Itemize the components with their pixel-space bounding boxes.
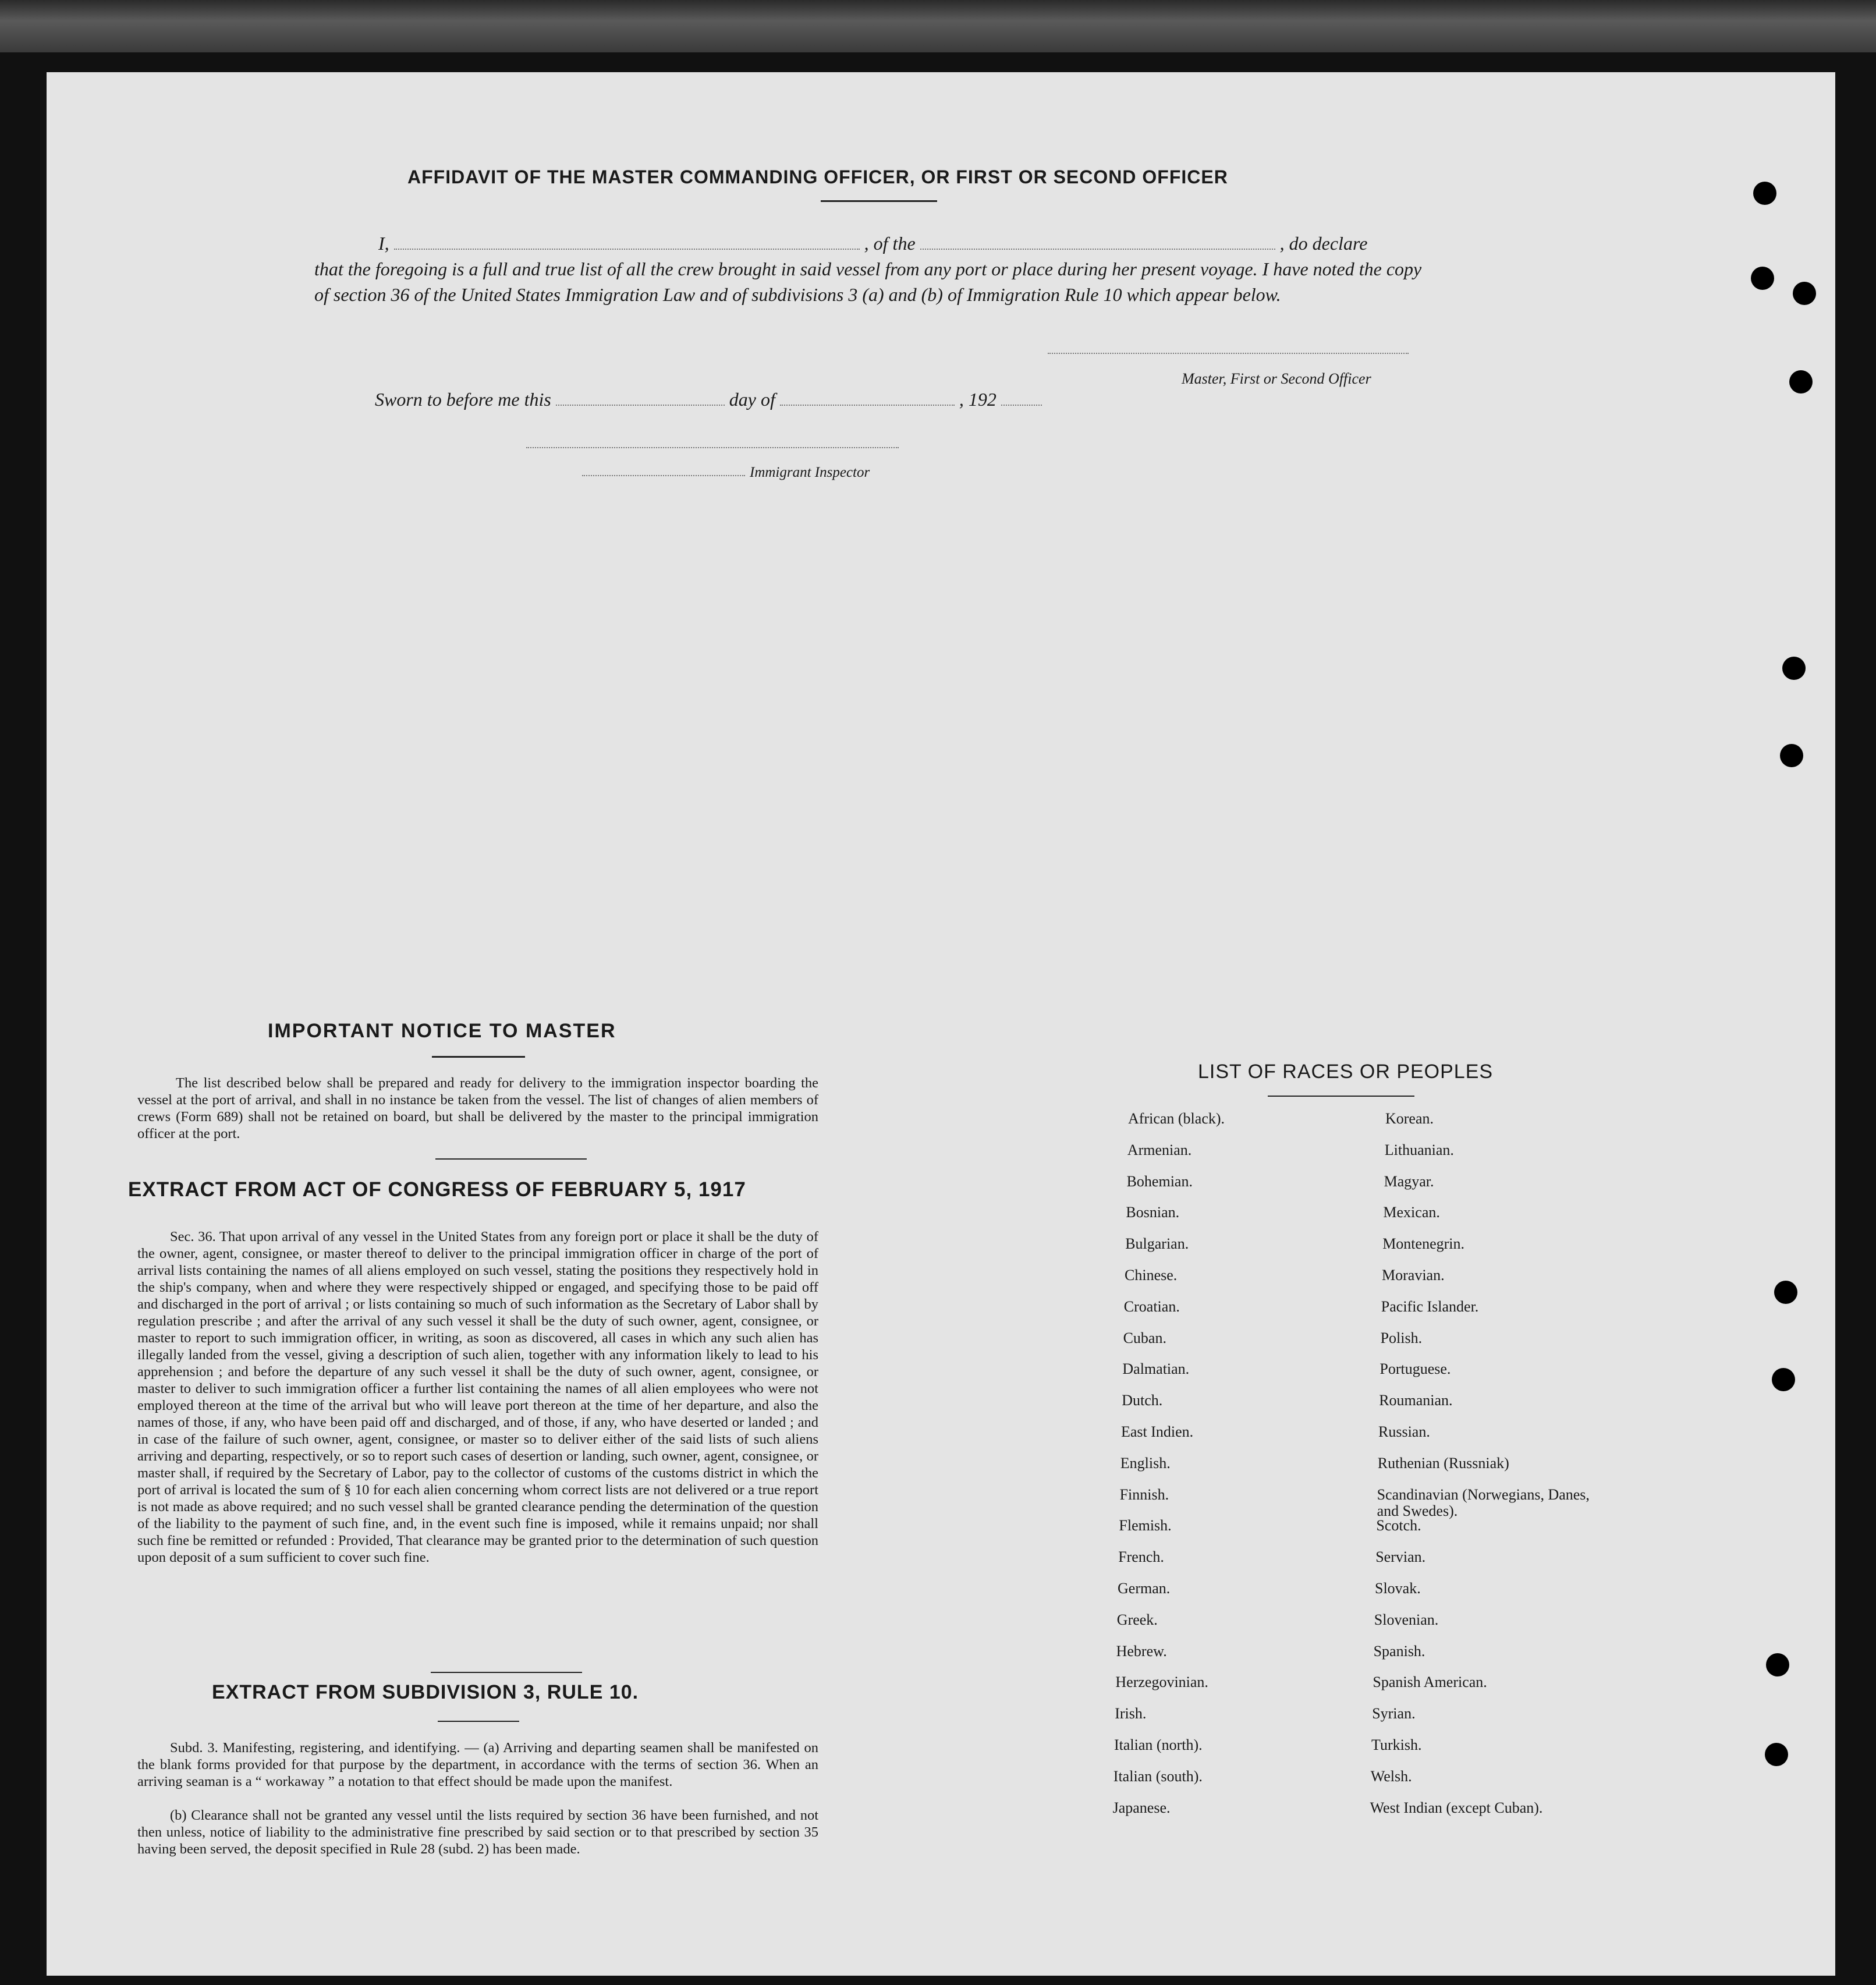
declarant-name-field[interactable]: [394, 232, 860, 250]
race-item: Dutch.: [1122, 1392, 1163, 1409]
divider: [438, 1721, 519, 1722]
race-item: Scandinavian (Norwegians, Danes, and Swedes).: [1377, 1486, 1590, 1519]
race-item: French.: [1118, 1548, 1164, 1566]
race-item: Roumanian.: [1379, 1392, 1453, 1409]
divider: [435, 1158, 587, 1160]
binder-hole: [1765, 1743, 1788, 1766]
race-item: Spanish American.: [1373, 1674, 1487, 1691]
sworn-month-field[interactable]: [780, 388, 955, 406]
race-item: Japanese.: [1112, 1799, 1171, 1816]
race-item: Bohemian.: [1126, 1172, 1193, 1190]
declaration-statement: that the foregoing is a full and true list of all the crew brought in said vessel from any port or place during her present voyage. I have noted the copy of section 36 of the United States Immigration Law and of subdivisions 3 (a) and (b) of Immigration Rule 10 which appear below.: [314, 258, 1422, 305]
race-item: Italian (north).: [1114, 1736, 1203, 1753]
race-item: Slovak.: [1375, 1580, 1421, 1597]
notice-body: The list described below shall be prepared and ready for delivery to the immigration inspector boarding the vessel at the port of arrival, and shall in no instance be taken from the vessel. The list of changes of alien members of crews (Form 689) shall not be retained on board, but shall be delivered by the master to the principal immigration officer at the port.: [137, 1075, 818, 1142]
race-item: Slovenian.: [1374, 1611, 1439, 1628]
binder-hole: [1772, 1368, 1795, 1391]
race-item: Servian.: [1375, 1548, 1426, 1566]
rule-extract-title: EXTRACT FROM SUBDIVISION 3, RULE 10.: [212, 1681, 639, 1703]
binder-hole: [1766, 1653, 1789, 1676]
race-item: Ruthenian (Russniak): [1377, 1454, 1509, 1472]
race-item: German.: [1118, 1580, 1171, 1597]
master-signature-field[interactable]: [1048, 353, 1409, 354]
inspector-signature-field[interactable]: [526, 447, 899, 448]
do-declare-label: , do declare: [1279, 233, 1368, 254]
race-item: Magyar.: [1384, 1172, 1434, 1190]
year-prefix: , 192: [959, 388, 996, 410]
race-item: Flemish.: [1119, 1517, 1172, 1534]
race-item: Cuban.: [1123, 1329, 1166, 1346]
binder-hole: [1774, 1281, 1797, 1304]
race-item: East Indien.: [1121, 1423, 1194, 1440]
race-item: Bosnian.: [1126, 1204, 1180, 1221]
race-item: Lithuanian.: [1384, 1141, 1454, 1158]
race-item: Scotch.: [1376, 1517, 1421, 1534]
race-item: Polish.: [1380, 1329, 1423, 1346]
race-item: Pacific Islander.: [1381, 1298, 1479, 1315]
binder-hole: [1782, 657, 1806, 680]
master-signature-caption: Master, First or Second Officer: [1182, 370, 1371, 387]
scan-top-edge: [0, 0, 1876, 52]
of-the-label: , of the: [864, 233, 916, 254]
divider: [432, 1056, 525, 1058]
binder-hole: [1793, 282, 1816, 305]
race-item: Herzegovinian.: [1115, 1674, 1208, 1691]
notice-title: IMPORTANT NOTICE TO MASTER: [268, 1020, 616, 1042]
race-item: Irish.: [1115, 1705, 1147, 1722]
sworn-day-field[interactable]: [556, 388, 725, 406]
act-extract-title: EXTRACT FROM ACT OF CONGRESS OF FEBRUARY 5, 1917: [128, 1178, 746, 1201]
binder-hole: [1753, 182, 1776, 205]
race-item: Chinese.: [1125, 1267, 1178, 1284]
inspector-signature-lead: [582, 475, 745, 476]
race-item: Turkish.: [1371, 1736, 1422, 1753]
binder-hole: [1751, 267, 1774, 290]
race-item: Hebrew.: [1116, 1642, 1167, 1660]
sworn-prefix: Sworn to before me this: [375, 388, 551, 410]
binder-hole: [1789, 370, 1813, 394]
divider: [431, 1672, 582, 1673]
race-item: Italian (south).: [1113, 1767, 1203, 1785]
declarant-pronoun: I,: [378, 233, 389, 254]
race-item: Syrian.: [1372, 1705, 1416, 1722]
affidavit-declaration: [314, 231, 1438, 307]
sworn-statement: [375, 388, 1042, 410]
act-extract-body: Sec. 36. That upon arrival of any vessel in the United States from any foreign port or place it shall be the duty of the owner, agent, consignee, or master thereof to deliver to the principal immigration officer in charge of the port of arrival lists containing the names of all aliens employed on such vessel, stating the positions they respectively hold in the ship's company, when and where they were respectively shipped or engaged, and specifying those to be paid off and discharged in the port of arrival ; or lists containing so much of such information as the Secretary of Labor shall by regulation prescribe ; and after the arrival of any such vessel it shall be the duty of such owner, agent, consignee, or master to report to such immigration officer, in writing, as soon as discovered, all cases in which any such alien has illegally landed from the vessel, giving a description of such alien, together with any information likely to lead to his apprehension ; and before the departure of any such vessel it shall be the duty of such owner, agent, consignee, or master to deliver to such immigration officer a further list containing the names of all alien employees who were not employed thereon at the time of the arrival but who will leave port thereon at the time of her departure, and also the names of those, if any, who have been paid off and discharged, and of those, if any, who have deserted or landed ; and in case of the failure of such owner, agent, consignee, or master so to deliver either of the said lists of such aliens arriving and departing, respectively, or so to report such cases of desertion or landing, such owner, agent, consignee, or master shall, if required by the Secretary of Labor, pay to the collector of customs of the customs district in which the port of arrival is located the sum of § 10 for each alien concerning whom correct lists are not delivered or a true report is not made as above required; and no such vessel shall be granted clearance pending the determination of the question of the liability to the payment of such fine, and, in the event such fine is imposed, while it remains unpaid; nor shall such fine be remitted or refunded : Provided, That clearance may be granted prior to the determination of such question upon deposit of a sum sufficient to cover such fine.: [137, 1229, 818, 1565]
divider: [821, 200, 937, 202]
rule-extract-subsection-a: Subd. 3. Manifesting, registering, and identifying. — (a) Arriving and departing seamen shall be manifested on the blank forms provided for that purpose by the department, in accordance with the terms of section 36. When an arriving seaman is a “ workaway ” a notation to that effect should be made upon the manifest.: [137, 1740, 818, 1789]
inspector-caption: Immigrant Inspector: [750, 465, 870, 480]
race-item: Greek.: [1116, 1611, 1158, 1628]
race-item: Croatian.: [1123, 1298, 1180, 1315]
vessel-name-field[interactable]: [920, 232, 1275, 250]
race-item: Portuguese.: [1379, 1360, 1451, 1378]
day-of-label: day of: [729, 388, 775, 410]
race-item: West Indian (except Cuban).: [1370, 1799, 1543, 1816]
race-item: Montenegrin.: [1382, 1235, 1464, 1253]
divider: [1268, 1096, 1414, 1097]
affidavit-title: AFFIDAVIT OF THE MASTER COMMANDING OFFICER, OR FIRST OR SECOND OFFICER: [407, 166, 1228, 187]
rule-extract-subsection-b: (b) Clearance shall not be granted any vessel until the lists required by section 36 have been furnished, and not then unless, notice of liability to the administrative fine prescribed by said section or to that prescribed by section 35 having been served, the deposit specified in Rule 28 (subd. 2) has been made.: [137, 1807, 818, 1857]
race-item: English.: [1120, 1454, 1171, 1472]
race-item: Russian.: [1378, 1423, 1430, 1440]
race-item: Moravian.: [1382, 1267, 1445, 1284]
race-item: Mexican.: [1383, 1204, 1440, 1221]
race-item: Finnish.: [1119, 1486, 1169, 1503]
races-list-title: LIST OF RACES OR PEOPLES: [1198, 1061, 1494, 1083]
race-item: Spanish.: [1373, 1642, 1425, 1660]
race-item: Korean.: [1385, 1110, 1434, 1127]
race-item: Dalmatian.: [1122, 1360, 1190, 1378]
binder-hole: [1780, 744, 1803, 767]
race-item: Armenian.: [1127, 1141, 1192, 1158]
race-item: Bulgarian.: [1125, 1235, 1189, 1253]
race-item: African (black).: [1128, 1110, 1225, 1127]
sworn-year-field[interactable]: [1001, 388, 1042, 406]
race-item: Welsh.: [1370, 1767, 1412, 1785]
